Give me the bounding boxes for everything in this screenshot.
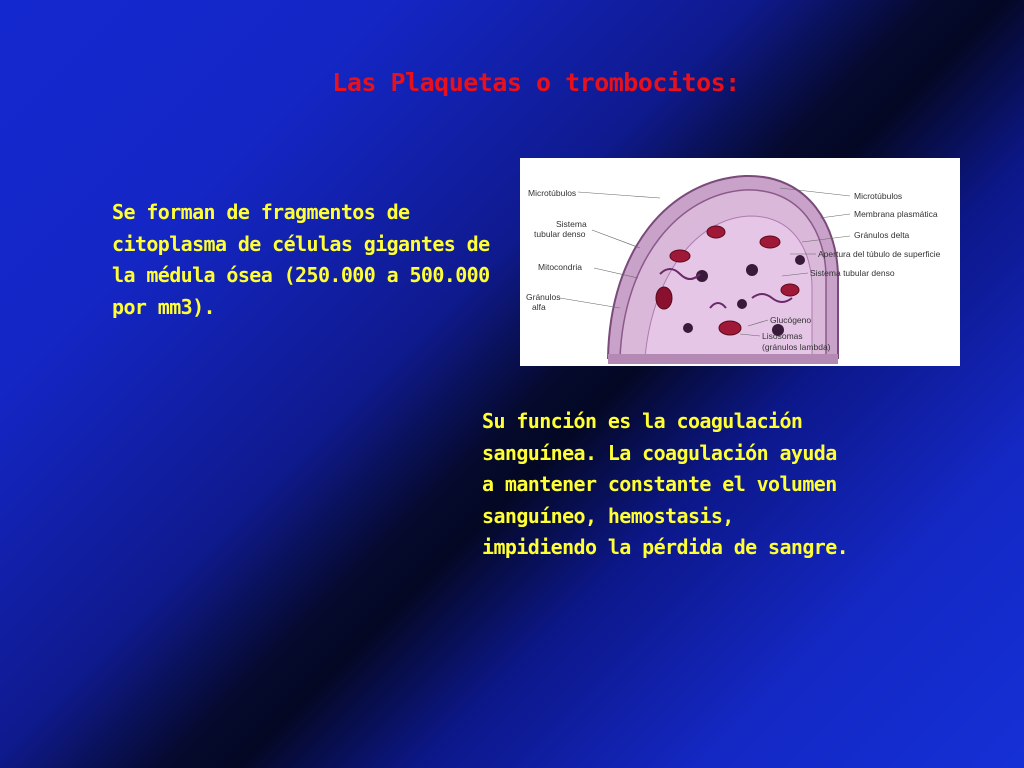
label-sistema-left-2: tubular denso [534,229,586,239]
label-lisosomas-2: (gránulos lambda) [762,342,831,352]
label-granulos-delta: Gránulos delta [854,230,910,240]
formation-paragraph: Se forman de fragmentos de citoplasma de células gigantes de la médula ósea (250.000 a 500.000 por mm3). [112,200,490,319]
platelet-diagram [520,158,960,366]
label-sistema-right: Sistema tubular denso [810,268,895,278]
label-sistema-left-1: Sistema [556,219,587,229]
label-microtubulos-right: Microtúbulos [854,191,903,201]
label-apertura: Apertura del túbulo de superficie [818,249,941,259]
function-paragraph: Su función es la coagulación sanguínea. La coagulación ayuda a mantener constante el volumen sanguíneo, hemostasis, impidiendo la pérdida de sangre. [482,409,849,559]
platelet-illustration [520,158,960,366]
base-section [608,354,838,364]
label-granulos-alfa-2: alfa [532,302,546,312]
label-membrana: Membrana plasmática [854,209,938,219]
label-glucogeno: Glucógeno [770,315,812,325]
label-mitocondria: Mitocondria [538,262,582,272]
slide-title: Las Plaquetas o trombocitos: [332,68,740,97]
label-lisosomas-1: Lisosomas [762,331,803,341]
label-microtubulos-left: Microtúbulos [528,188,577,198]
label-granulos-alfa-1: Gránulos [526,292,561,302]
